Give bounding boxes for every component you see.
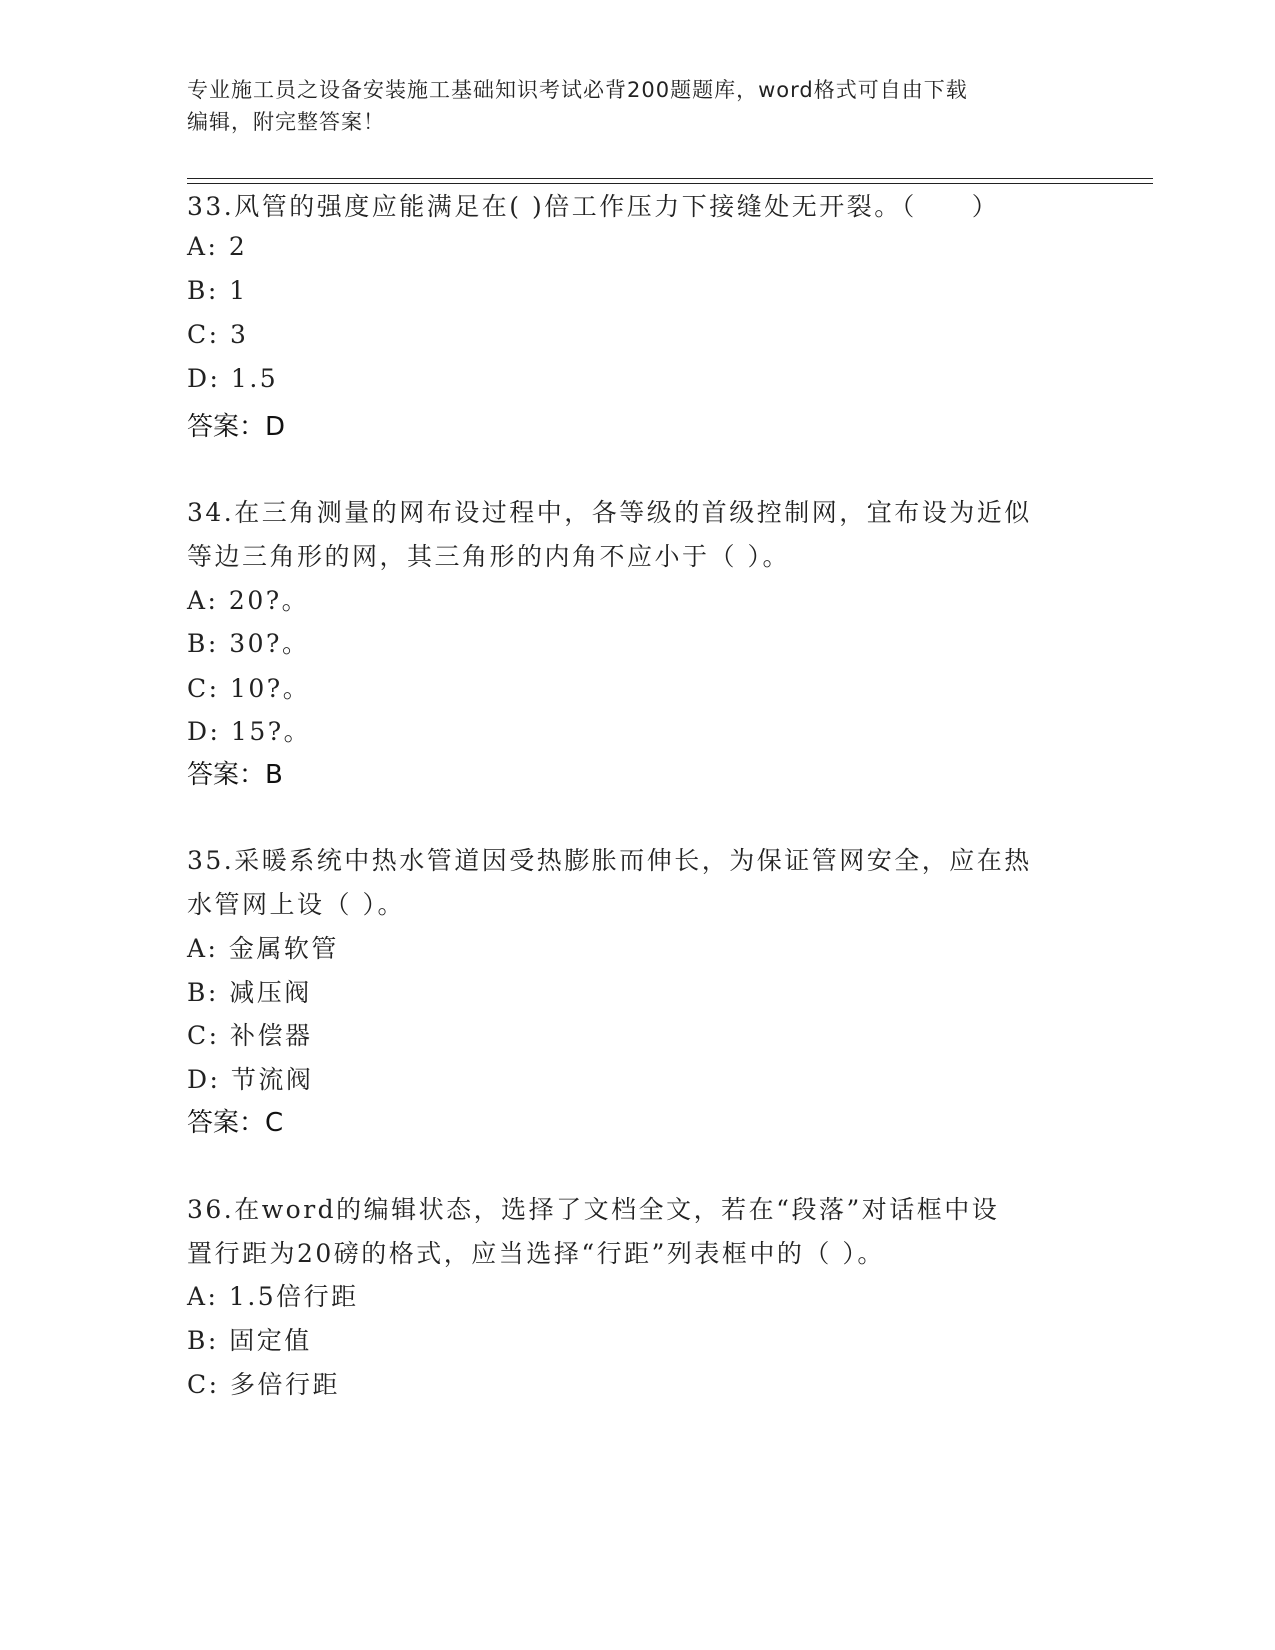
header-divider-top	[187, 178, 1153, 179]
question-35-option-a: A: 金属软管	[187, 934, 339, 963]
question-36-stem-line-1: 36.在word的编辑状态，选择了文档全文，若在“段落”对话框中设	[187, 1195, 1000, 1224]
question-34-stem-line-1: 34.在三角测量的网布设过程中，各等级的首级控制网，宜布设为近似	[187, 498, 1032, 527]
question-35-option-d: D: 节流阀	[187, 1065, 314, 1094]
question-33-option-d: D: 1.5	[187, 364, 279, 393]
question-36-option-a: A: 1.5倍行距	[187, 1282, 359, 1311]
question-34-option-b: B: 30?。	[187, 629, 310, 658]
question-35-option-b: B: 减压阀	[187, 978, 312, 1007]
question-34-option-d: D: 15?。	[187, 717, 312, 746]
question-35-option-c: C: 补偿器	[187, 1021, 313, 1050]
question-33-option-a: A: 2	[187, 232, 248, 261]
document-header	[187, 74, 1067, 138]
question-35-answer: 答案：C	[187, 1108, 284, 1138]
question-34-option-c: C: 10?。	[187, 674, 311, 703]
question-36-stem-line-2: 置行距为20磅的格式，应当选择“行距”列表框中的（ ）。	[187, 1239, 885, 1268]
question-34-answer: 答案：B	[187, 760, 283, 790]
question-36-option-b: B: 固定值	[187, 1326, 312, 1355]
question-36-option-c: C: 多倍行距	[187, 1370, 340, 1399]
question-34-option-a: A: 20?。	[187, 586, 310, 615]
question-35-stem-line-2: 水管网上设（ ）。	[187, 890, 405, 919]
question-33-option-c: C: 3	[187, 320, 249, 349]
header-title-line-1: 专业施工员之设备安装施工基础知识考试必背200题题库，word格式可自由下载	[187, 78, 968, 102]
question-34-stem-line-2: 等边三角形的网，其三角形的内角不应小于（ ）。	[187, 542, 790, 571]
header-title-line-2: 编辑，附完整答案！	[187, 110, 385, 134]
question-35-stem-line-1: 35.采暖系统中热水管道因受热膨胀而伸长，为保证管网安全，应在热	[187, 846, 1032, 875]
question-33-answer: 答案：D	[187, 412, 286, 442]
question-33-stem-line-1: 33.风管的强度应能满足在( )倍工作压力下接缝处无开裂。（ ）	[187, 192, 1000, 221]
question-33-option-b: B: 1	[187, 276, 248, 305]
header-divider-bottom	[187, 183, 1153, 184]
